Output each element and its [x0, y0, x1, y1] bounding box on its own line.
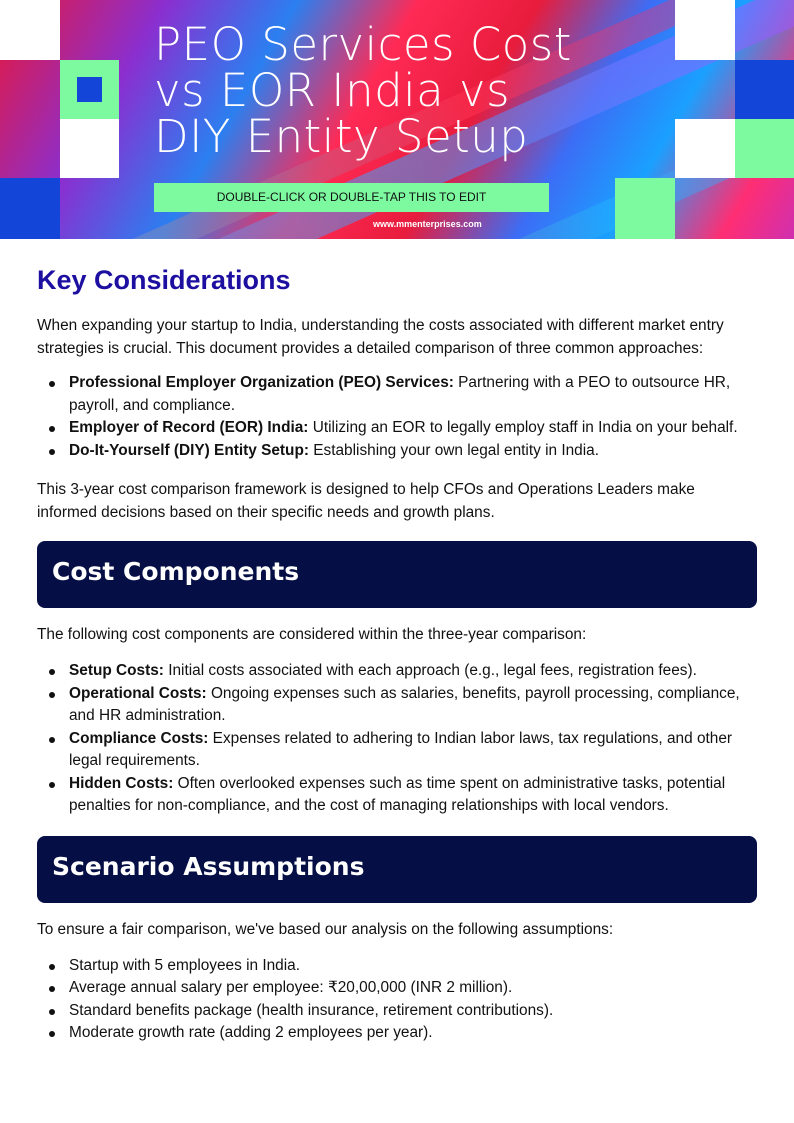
website-link[interactable]: www.mmenterprises.com — [373, 219, 482, 229]
title-line: DIY Entity Setup — [154, 110, 529, 163]
list-item — [37, 773, 757, 818]
list-item — [37, 728, 757, 773]
list-item-term: Setup Costs: — [69, 662, 164, 679]
cost-components-intro: The following cost components are considered within the three-year comparison: — [37, 626, 587, 643]
decorative-square — [735, 60, 794, 119]
decorative-square — [735, 119, 794, 178]
list-item-term: Do-It-Yourself (DIY) Entity Setup: — [69, 441, 309, 459]
key-considerations-heading: Key Considerations — [37, 265, 291, 295]
list-item-text: Utilizing an EOR to legally employ staff in India on your behalf. — [308, 419, 738, 436]
decorative-square — [0, 0, 60, 60]
intro-paragraph: When expanding your startup to India, understanding the costs associated with different market entry strategies is crucial. This document provides a detailed comparison of three common approaches: — [37, 317, 724, 357]
list-item-term: Professional Employer Organization (PEO) Services: — [69, 374, 454, 391]
list-item: Standard benefits package (health insurance, retirement contributions). — [37, 1000, 757, 1023]
decorative-square — [60, 119, 119, 178]
list-item-text: Ongoing expenses such as salaries, benefits, payroll processing, compliance, and HR administration. — [69, 684, 740, 724]
list-item-text: Often overlooked expenses such as time spent on administrative tasks, potential penalties for non-compliance, and the cost of managing relationships with local vendors. — [69, 774, 726, 814]
list-item — [37, 660, 757, 683]
assumptions-list — [37, 955, 757, 1045]
scenario-assumptions-heading: Scenario Assumptions — [37, 836, 757, 903]
list-item — [37, 683, 757, 728]
list-item-text: Partnering with a PEO to outsource HR, payroll, and compliance. — [69, 374, 731, 414]
list-item-term: Compliance Costs: — [69, 729, 209, 747]
decorative-square — [615, 178, 675, 239]
list-item-term: Operational Costs: — [69, 684, 207, 702]
scenario-assumptions-intro: To ensure a fair comparison, we've based our analysis on the following assumptions: — [37, 920, 614, 938]
decorative-square — [675, 0, 735, 60]
list-item-text: Initial costs associated with each approach (e.g., legal fees, registration fees). — [163, 662, 697, 679]
title-line: vs EOR India vs — [154, 64, 511, 117]
closing-paragraph: This 3-year cost comparison framework is designed to help CFOs and Operations Leaders make informed decisions based on their specific needs and growth plans. — [37, 481, 695, 521]
list-item-term: Hidden Costs: — [69, 774, 174, 792]
edit-prompt-button[interactable]: DOUBLE-CLICK OR DOUBLE-TAP THIS TO EDIT — [154, 183, 549, 212]
list-item: Average annual salary per employee: ₹20,00,000 (INR 2 million). — [37, 977, 757, 1000]
document-body — [37, 239, 757, 1045]
cost-components-list — [37, 660, 757, 818]
list-item: Startup with 5 employees in India. — [37, 955, 757, 978]
approaches-list — [37, 372, 757, 462]
list-item-text: Establishing your own legal entity in India. — [308, 441, 599, 459]
decorative-square — [77, 77, 102, 102]
list-item — [37, 417, 757, 440]
hero-banner — [0, 0, 794, 239]
list-item: Moderate growth rate (adding 2 employees per year). — [37, 1022, 757, 1045]
decorative-square — [675, 119, 735, 178]
cost-components-heading: Cost Components — [37, 541, 757, 608]
list-item — [37, 440, 757, 463]
list-item — [37, 372, 757, 417]
list-item-text: Expenses related to adhering to Indian labor laws, tax regulations, and other legal requirements. — [69, 729, 733, 769]
title-line: PEO Services Cost — [154, 18, 572, 71]
list-item-term: Employer of Record (EOR) India: — [69, 419, 309, 436]
document-title — [154, 18, 674, 163]
decorative-square — [0, 178, 60, 239]
